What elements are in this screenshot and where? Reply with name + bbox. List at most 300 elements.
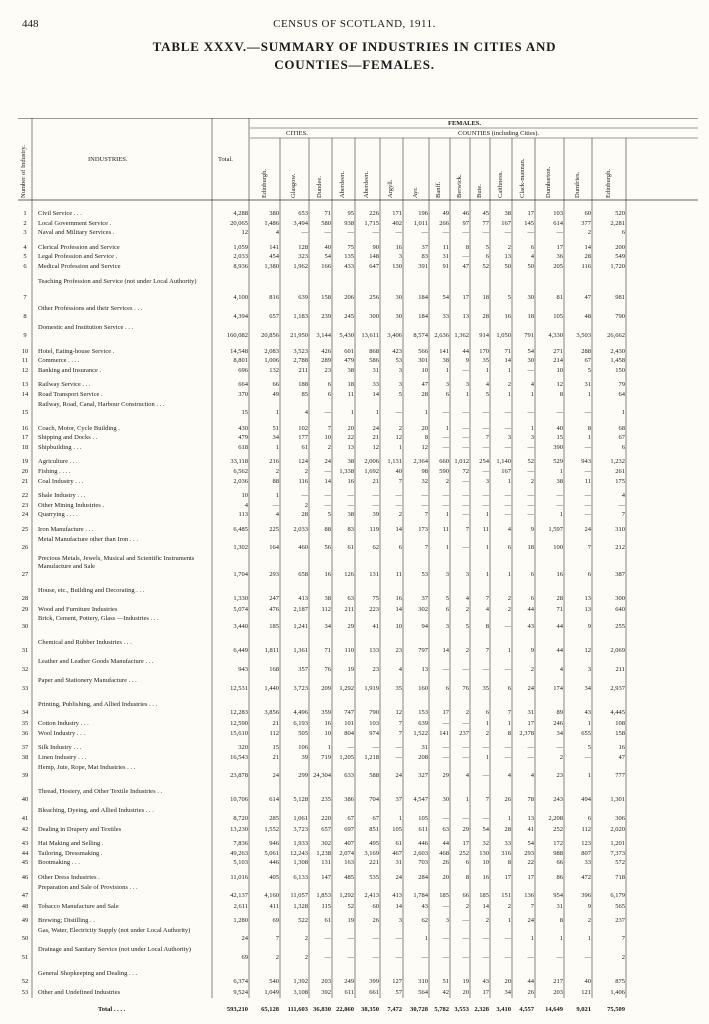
cell-value: 21,950 bbox=[290, 331, 308, 339]
cell-value: 658 bbox=[298, 570, 308, 578]
cell-value: 590 bbox=[439, 468, 449, 475]
cell-value: 655 bbox=[581, 729, 591, 737]
cell-value: 89 bbox=[556, 709, 563, 717]
cell-value: 2,636 bbox=[434, 331, 449, 339]
cell-value: 4,100 bbox=[233, 293, 248, 301]
cell-value: — bbox=[462, 917, 469, 925]
cell-value: 44 bbox=[527, 977, 534, 985]
cell-value: — bbox=[462, 543, 469, 551]
cell-value: — bbox=[395, 934, 402, 942]
cell-value: 423 bbox=[392, 347, 402, 355]
cell-value: — bbox=[504, 754, 511, 761]
cell-value: 10 bbox=[241, 492, 248, 500]
cell-value: 61 bbox=[347, 543, 354, 551]
cell-value: 252 bbox=[553, 825, 563, 833]
cell-value: 405 bbox=[269, 874, 279, 881]
cell-value: 20 bbox=[504, 977, 511, 985]
cell-value: 8 bbox=[424, 434, 428, 442]
cell-value: 105 bbox=[553, 312, 563, 320]
industry-name: Other Dress Industries . bbox=[38, 874, 100, 881]
cell-value: 135 bbox=[344, 253, 354, 261]
cell-value: 3 bbox=[530, 434, 534, 442]
cell-value: 479 bbox=[344, 357, 354, 365]
cell-value: 664 bbox=[238, 381, 248, 389]
cell-value: — bbox=[347, 229, 354, 237]
cell-value: 112 bbox=[581, 825, 591, 833]
cell-value: 26 bbox=[527, 988, 534, 996]
cell-value: 1,486 bbox=[264, 219, 279, 227]
cell-value: 112 bbox=[321, 605, 331, 613]
cell-value: 1,328 bbox=[293, 902, 308, 910]
table-row bbox=[18, 969, 698, 985]
cell-value: 2 bbox=[465, 709, 469, 717]
cell-value: 1,292 bbox=[339, 891, 354, 899]
cell-value: 53 bbox=[421, 570, 428, 578]
column-header-11: Caithness. bbox=[496, 171, 504, 198]
table-row bbox=[18, 367, 698, 375]
cell-value: 1,522 bbox=[413, 729, 428, 737]
cell-value: 9 bbox=[530, 647, 534, 655]
cell-value: 5 bbox=[465, 623, 469, 631]
cell-value: 72 bbox=[462, 468, 469, 475]
cell-value: — bbox=[324, 501, 331, 509]
cell-value: 42,137 bbox=[230, 891, 248, 899]
cell-value: — bbox=[442, 501, 449, 509]
cell-value: — bbox=[584, 953, 591, 961]
cell-value: 2,788 bbox=[293, 357, 308, 365]
cell-value: — bbox=[482, 771, 489, 779]
cell-value: — bbox=[527, 366, 534, 374]
cell-value: — bbox=[504, 953, 511, 961]
cell-value: 302 bbox=[418, 605, 428, 613]
cell-value: — bbox=[395, 754, 402, 761]
cell-value: 1 bbox=[507, 814, 511, 822]
cell-value: — bbox=[395, 229, 402, 237]
cell-value: 3,494 bbox=[293, 219, 308, 227]
cell-value: — bbox=[462, 754, 469, 761]
cell-value: — bbox=[584, 408, 591, 416]
cell-value: — bbox=[527, 744, 534, 752]
cell-value: 185 bbox=[269, 623, 279, 631]
cell-value: 12 bbox=[395, 709, 402, 717]
cell-value: 1 bbox=[485, 543, 489, 551]
cell-value: 44 bbox=[556, 647, 563, 655]
cell-value: 7 bbox=[424, 543, 428, 551]
cell-value: 6 bbox=[327, 391, 331, 398]
cell-value: 11 bbox=[347, 391, 354, 398]
cell-value: 28 bbox=[421, 391, 428, 398]
cell-value: 8 bbox=[465, 874, 469, 881]
cell-value: 67 bbox=[372, 814, 379, 822]
cell-value: 6,449 bbox=[233, 647, 248, 655]
cell-value: — bbox=[442, 754, 449, 761]
cell-value: 370 bbox=[238, 391, 248, 398]
row-number: 47 bbox=[21, 891, 29, 899]
cell-value: — bbox=[462, 492, 469, 500]
cell-value: — bbox=[462, 934, 469, 942]
row-number: 22 bbox=[21, 492, 29, 500]
cell-value: — bbox=[442, 934, 449, 942]
cell-value: 126 bbox=[344, 570, 354, 578]
cell-value: 133 bbox=[369, 647, 379, 655]
cell-value: 30 bbox=[527, 293, 534, 301]
cell-value: — bbox=[482, 229, 489, 237]
cell-value: 1 bbox=[485, 366, 489, 374]
cell-value: 653 bbox=[298, 210, 308, 217]
cell-value: — bbox=[527, 229, 534, 237]
industry-name: Linen Industry . . . bbox=[38, 754, 87, 761]
industry-name: Dealing in Drapery and Textiles bbox=[38, 825, 122, 833]
cell-value: — bbox=[482, 744, 489, 752]
cell-value: 1,440 bbox=[264, 685, 279, 693]
cell-value: 40 bbox=[395, 468, 402, 475]
table-row bbox=[18, 381, 698, 389]
cell-value: 34 bbox=[584, 685, 591, 693]
cell-value: 158 bbox=[321, 293, 331, 301]
table-row bbox=[18, 244, 698, 252]
cell-value: 392 bbox=[321, 988, 331, 996]
cell-value: 1 bbox=[275, 443, 279, 451]
cell-value: 520 bbox=[615, 210, 625, 217]
cell-value: 1 bbox=[398, 814, 402, 822]
cell-value: 32 bbox=[421, 477, 428, 485]
cell-value: 697 bbox=[344, 825, 354, 833]
cell-value: 618 bbox=[238, 443, 248, 451]
row-number: 43 bbox=[21, 840, 29, 848]
cell-value: 12,243 bbox=[290, 849, 308, 857]
column-header-4: Aberdeen. bbox=[339, 171, 346, 198]
cell-value: 3,169 bbox=[364, 849, 379, 857]
cell-value: 1,061 bbox=[293, 814, 308, 822]
cell-value: 111,603 bbox=[287, 1006, 308, 1014]
cell-value: 153 bbox=[418, 709, 428, 717]
cell-value: 60 bbox=[372, 902, 379, 910]
row-number: 17 bbox=[21, 434, 29, 442]
row-number: 51 bbox=[21, 953, 29, 961]
cell-value: 1 bbox=[275, 408, 279, 416]
cell-value: 2 bbox=[485, 729, 489, 737]
cell-value: 1,049 bbox=[264, 988, 279, 996]
cell-value: 150 bbox=[615, 366, 625, 374]
cell-value: 18 bbox=[347, 381, 354, 389]
cell-value: 56 bbox=[324, 543, 331, 551]
row-number: 31 bbox=[21, 647, 29, 655]
column-header-6: Argyll. bbox=[387, 179, 394, 198]
cell-value: — bbox=[347, 953, 354, 961]
cell-value: 67 bbox=[347, 814, 354, 822]
cell-value: 289 bbox=[321, 357, 331, 365]
cell-value: 11 bbox=[584, 477, 591, 485]
cell-value: 1 bbox=[530, 934, 534, 942]
cell-value: 51 bbox=[272, 424, 279, 432]
cell-value: 1,811 bbox=[264, 647, 279, 655]
cell-value: 28 bbox=[504, 825, 511, 833]
cell-value: 20,856 bbox=[261, 331, 279, 339]
cell-value: 38 bbox=[324, 594, 331, 602]
cell-value: — bbox=[462, 366, 469, 374]
industry-name: Bootmaking . . . bbox=[38, 859, 80, 867]
cell-value: 1 bbox=[621, 408, 625, 416]
cell-value: 1 bbox=[445, 366, 449, 374]
cell-value: 1,050 bbox=[496, 331, 511, 339]
row-number: 25 bbox=[21, 526, 29, 533]
cell-value: 88 bbox=[324, 526, 331, 533]
cell-value: 7 bbox=[465, 526, 469, 533]
cell-value: 78 bbox=[527, 795, 534, 803]
cell-value: 1,059 bbox=[233, 243, 248, 251]
cell-value: 16 bbox=[347, 477, 354, 485]
cell-value: 2 bbox=[485, 917, 489, 925]
cell-value: 21 bbox=[372, 477, 379, 485]
cell-value: 26 bbox=[372, 917, 379, 925]
table-row bbox=[18, 400, 698, 416]
cell-value: 30 bbox=[442, 795, 449, 803]
cell-value: 7,472 bbox=[387, 1006, 402, 1014]
cell-value: 220 bbox=[321, 814, 331, 822]
cell-value: 88 bbox=[272, 477, 279, 485]
cell-value: 127 bbox=[392, 977, 402, 985]
cell-value: 1,232 bbox=[610, 458, 625, 466]
cell-value: 1,330 bbox=[233, 594, 248, 602]
cell-value: 387 bbox=[615, 570, 625, 578]
cell-value: 40 bbox=[556, 424, 563, 432]
cell-value: 7 bbox=[398, 729, 402, 737]
cell-value: 1,715 bbox=[364, 219, 379, 227]
cell-value: — bbox=[421, 501, 428, 509]
cell-value: 611 bbox=[418, 825, 428, 833]
cell-value: 2,611 bbox=[233, 902, 248, 910]
cell-value: 255 bbox=[615, 623, 625, 631]
cell-value: 1,362 bbox=[454, 331, 469, 339]
cell-value: 9 bbox=[587, 623, 591, 631]
cell-value: 33 bbox=[372, 381, 379, 389]
cell-value: 7 bbox=[621, 511, 625, 519]
cell-value: 24 bbox=[372, 424, 379, 432]
cell-value: 124 bbox=[298, 458, 308, 466]
cell-value: — bbox=[462, 424, 469, 432]
cell-value: 285 bbox=[269, 814, 279, 822]
cell-value: 47 bbox=[618, 754, 625, 761]
cell-value: — bbox=[584, 511, 591, 519]
cell-value: 2 bbox=[275, 953, 279, 961]
cell-value: 214 bbox=[553, 357, 563, 365]
cell-value: 63 bbox=[347, 594, 354, 602]
cell-value: 1,338 bbox=[339, 468, 354, 475]
cell-value: 3 bbox=[398, 253, 402, 261]
cell-value: 2 bbox=[398, 511, 402, 519]
cell-value: — bbox=[324, 468, 331, 475]
cell-value: 19 bbox=[347, 917, 354, 925]
cell-value: 807 bbox=[581, 849, 591, 857]
cell-value: — bbox=[504, 424, 511, 432]
cell-value: 75,509 bbox=[607, 1006, 625, 1014]
column-header-7: Ayr. bbox=[411, 187, 419, 198]
cell-value: 239 bbox=[321, 312, 331, 320]
cell-value: 206 bbox=[344, 293, 354, 301]
row-number: 45 bbox=[21, 859, 29, 867]
table-row bbox=[18, 492, 698, 500]
table-row bbox=[18, 639, 698, 655]
cell-value: 1 bbox=[485, 570, 489, 578]
cell-value: 52 bbox=[527, 458, 534, 466]
cell-value: 1 bbox=[559, 511, 563, 519]
cell-value: 45 bbox=[482, 210, 489, 217]
cell-value: 6 bbox=[507, 543, 511, 551]
cell-value: 36,830 bbox=[313, 1006, 331, 1014]
cell-value: 20 bbox=[462, 988, 469, 996]
row-number: 42 bbox=[21, 825, 29, 833]
cell-value: 17 bbox=[504, 874, 511, 881]
cell-value: — bbox=[442, 744, 449, 752]
cell-value: 90 bbox=[372, 243, 379, 251]
cities-header: CITIES. bbox=[286, 130, 308, 137]
cell-value: 36 bbox=[556, 253, 563, 261]
cell-value: — bbox=[372, 953, 379, 961]
cell-value: 105 bbox=[392, 825, 402, 833]
column-header-12: Clack-mannan. bbox=[519, 158, 526, 198]
table-row bbox=[18, 458, 698, 466]
cell-value: 5,074 bbox=[233, 605, 248, 613]
cell-value: 40 bbox=[584, 977, 591, 985]
industry-name: Total . . . . bbox=[98, 1006, 126, 1014]
cell-value: 875 bbox=[615, 977, 625, 985]
cell-value: 21 bbox=[372, 434, 379, 442]
cell-value: 38 bbox=[442, 357, 449, 365]
cell-value: 13,230 bbox=[230, 825, 248, 833]
row-number: 2 bbox=[23, 219, 27, 227]
cell-value: 200 bbox=[615, 243, 625, 251]
cell-value: 30 bbox=[395, 312, 402, 320]
cell-value: 5 bbox=[327, 511, 331, 519]
cell-value: 16 bbox=[556, 570, 563, 578]
cell-value: 13 bbox=[347, 443, 354, 451]
cell-value: 136 bbox=[524, 891, 534, 899]
cell-value: 75 bbox=[372, 594, 379, 602]
cell-value: 1 bbox=[559, 934, 563, 942]
cell-value: 123 bbox=[581, 840, 591, 848]
cell-value: 131 bbox=[369, 570, 379, 578]
cell-value: 1,238 bbox=[316, 849, 331, 857]
cell-value: — bbox=[462, 720, 469, 728]
cell-value: 151 bbox=[501, 891, 511, 899]
cell-value: 6 bbox=[530, 570, 534, 578]
table-row bbox=[18, 658, 698, 674]
cell-value: — bbox=[462, 744, 469, 752]
cell-value: 28 bbox=[556, 594, 563, 602]
cell-value: — bbox=[482, 424, 489, 432]
cell-value: 7 bbox=[398, 720, 402, 728]
cell-value: 212 bbox=[615, 543, 625, 551]
cell-value: 237 bbox=[459, 729, 469, 737]
cell-value: 954 bbox=[553, 891, 563, 899]
cell-value: 3,553 bbox=[454, 1006, 469, 1014]
cell-value: 24 bbox=[395, 771, 402, 779]
industry-name: Cotton Industry . . . bbox=[38, 720, 89, 728]
cell-value: 115 bbox=[321, 902, 331, 910]
row-number: 11 bbox=[21, 357, 29, 365]
cell-value: 22 bbox=[347, 434, 354, 442]
industry-name: Legal Profession and Service . bbox=[38, 253, 118, 261]
cell-value: — bbox=[618, 501, 625, 509]
cell-value: 4 bbox=[465, 771, 469, 779]
cell-value: 8 bbox=[559, 917, 563, 925]
industry-name: Brick, Cement, Pottery, Glass —Industries . . . bbox=[38, 615, 159, 623]
cell-value: — bbox=[442, 953, 449, 961]
cell-value: 20,065 bbox=[230, 219, 248, 227]
industry-name: Wool Industry . . . bbox=[38, 729, 85, 737]
cell-value: 2 bbox=[530, 477, 534, 485]
cell-value: — bbox=[482, 408, 489, 416]
cell-value: 1,012 bbox=[454, 458, 469, 466]
cell-value: 10 bbox=[324, 729, 331, 737]
cell-value: 2,430 bbox=[610, 347, 625, 355]
cell-value: 175 bbox=[615, 477, 625, 485]
cell-value: 6 bbox=[530, 243, 534, 251]
cell-value: 66 bbox=[272, 381, 279, 389]
table-row bbox=[18, 850, 698, 858]
page-number: 448 bbox=[22, 18, 39, 30]
cell-value: — bbox=[556, 492, 563, 500]
cell-value: — bbox=[584, 754, 591, 761]
cell-value: 988 bbox=[553, 849, 563, 857]
industry-name: Agriculture . . . bbox=[38, 458, 78, 466]
cell-value: 3,406 bbox=[387, 331, 402, 339]
row-number: 1 bbox=[23, 210, 27, 217]
table-row bbox=[18, 926, 698, 942]
cell-value: — bbox=[347, 501, 354, 509]
cell-value: 83 bbox=[421, 253, 428, 261]
cell-value: 1,218 bbox=[364, 754, 379, 761]
cell-value: 101 bbox=[344, 720, 354, 728]
cell-value: 4 bbox=[244, 501, 248, 509]
cell-value: 2,937 bbox=[610, 685, 625, 693]
cell-value: 639 bbox=[298, 293, 308, 301]
cell-value: 6,133 bbox=[293, 874, 308, 881]
cell-value: — bbox=[482, 492, 489, 500]
cell-value: 30 bbox=[395, 293, 402, 301]
cell-value: 943 bbox=[581, 458, 591, 466]
cell-value: 747 bbox=[344, 709, 354, 717]
cell-value: 33 bbox=[442, 312, 449, 320]
table-row bbox=[18, 348, 698, 356]
cell-value: 572 bbox=[615, 859, 625, 867]
cell-value: 17 bbox=[527, 874, 534, 881]
cell-value: 8 bbox=[507, 729, 511, 737]
cell-value: 2,328 bbox=[474, 1006, 489, 1014]
cell-value: 119 bbox=[369, 526, 379, 533]
cell-value: 293 bbox=[524, 849, 534, 857]
cell-value: 167 bbox=[501, 219, 511, 227]
cell-value: — bbox=[527, 443, 534, 451]
row-number: 4 bbox=[23, 243, 27, 251]
cell-value: 804 bbox=[344, 729, 354, 737]
table-row bbox=[18, 444, 698, 452]
table-title bbox=[0, 38, 709, 74]
industry-name: Civil Service . . . bbox=[38, 210, 82, 217]
column-header-15: Edinburgh. bbox=[604, 169, 612, 198]
cell-value: 217 bbox=[553, 977, 563, 985]
cell-value: 54 bbox=[482, 825, 489, 833]
cell-value: 9,021 bbox=[576, 1006, 591, 1014]
cell-value: — bbox=[372, 501, 379, 509]
cell-value: 614 bbox=[553, 219, 563, 227]
cell-value: 4 bbox=[485, 605, 489, 613]
cell-value: 288 bbox=[581, 347, 591, 355]
cell-value: 4,547 bbox=[413, 795, 428, 803]
cell-value: 141 bbox=[439, 729, 449, 737]
cell-value: 7 bbox=[485, 434, 489, 442]
cell-value: 7 bbox=[621, 934, 625, 942]
